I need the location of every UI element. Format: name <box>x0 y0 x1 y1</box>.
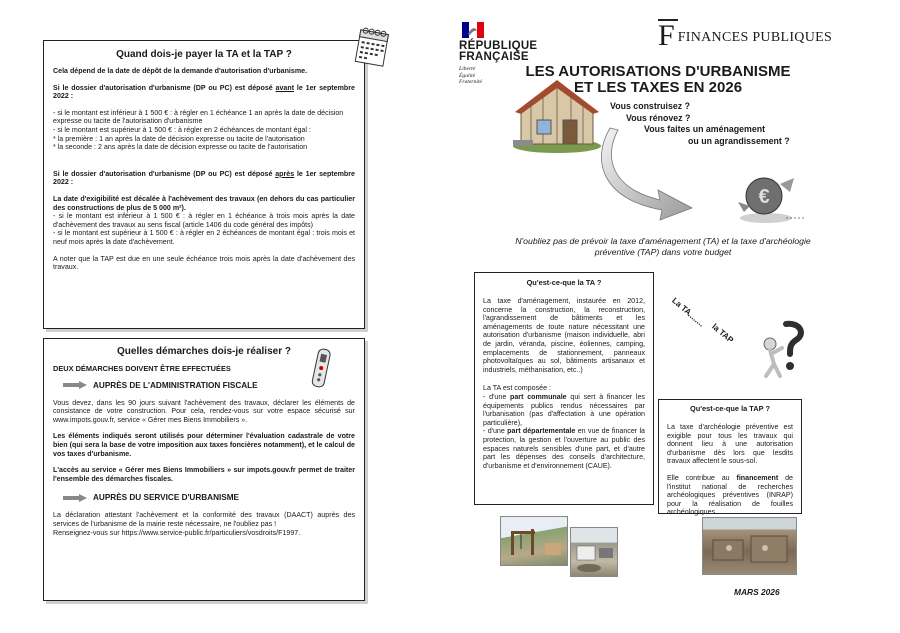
budget-reminder: N'oubliez pas de prévoir la taxe d'aménagement (TA) et la taxe d'archéologie préventive (TAP) dans votre budget <box>515 236 811 257</box>
question-extension: ou un agrandissement ? <box>688 135 790 146</box>
question-renovate: Vous rénovez ? <box>626 112 691 123</box>
procedures-subtitle: DEUX DÉMARCHES DOIVENT ÊTRE EFFECTUÉES <box>53 364 231 373</box>
house-construction-image <box>511 72 603 154</box>
question-construct: Vous construisez ? <box>610 101 691 111</box>
ta-definition: La taxe d'aménagement, instaurée en 2012, concerne la construction, la reconstruction, l'agrandissement de bâtiments et les aménagements de toute nature nécessitant une autorisation d'urbanisme (maison individuelle, abri de jardin, véranda, piscine, éoliennes, camping, emplacements de stationnement, panneaux photovoltaïques au sol, bâtiments artisanaux et industriels, méthanisation, etc..) <box>483 297 645 374</box>
fiscal-paragraph-1: Vous devez, dans les 90 jours suivant l'achèvement des travaux, déclarer les éléments de consistance de votre construction. Pour cela, rendez-vous sur votre espace sécurisé sur www.impots.gouv.fr, service « Gérer mes Biens Immobiliers ». <box>53 398 355 424</box>
fiscal-section-heading: AUPRÈS DE L'ADMINISTRATION FISCALE <box>63 381 355 390</box>
curved-arrow-graphic <box>596 126 726 222</box>
ta-box-title: Qu'est-ce-que la TA ? <box>526 278 602 287</box>
ta-part-communale: - d'une part communale qui sert à financer les équipements publics rendus nécessaires par l'urbanisation (pas d'affectation à une opération particulière), <box>483 392 645 427</box>
publication-date: MARS 2026 <box>734 587 780 597</box>
before-date-heading: Si le dossier d'autorisation d'urbanisme (DP ou PC) est déposé avant le 1er septembre 2022 : <box>53 83 355 101</box>
list-item: - si le montant est inférieur à 1 500 € : à régler en 1 échéance 1 an après la date de décision expresse ou tacite de l'autorisation d'urbanisme <box>53 108 344 126</box>
fiscal-paragraph-3: L'accès au service « Gérer mes Biens Immobiliers » sur impots.gouv.fr permet de traiter l'ensemble des démarches fiscales. <box>53 466 355 483</box>
list-item: - si le montant est supérieur à 1 500 € : à régler en 2 échéances de montant égal : trois mois et neuf mois après la date d'achèvement. <box>53 229 355 246</box>
list-item: - si le montant est supérieur à 1 500 € : à régler en 2 échéances de montant égal : <box>53 125 311 134</box>
euro-coin-image <box>736 172 806 224</box>
remote-control-icon <box>306 346 336 392</box>
tap-box-title: Qu'est-ce-que la TAP ? <box>690 404 770 413</box>
list-item: - si le montant est inférieur à 1 500 € : à régler en 1 échéance à trois mois après la date d'achèvement des travaux au sens fiscal (article 1406 du code général des impôts) <box>53 212 355 229</box>
list-item: * la première : 1 an après la date de décision expresse ou tacite de l'autorisation <box>53 134 305 143</box>
archaeology-dig-photo <box>702 517 797 575</box>
after-date-note: La date d'exigibilité est décalée à l'achèvement des travaux (en dehors du cas particulier des constructions de plus de 5 000 m²). <box>53 194 355 212</box>
ta-part-departementale: - d'une part départementale en vue de financer la protection, la gestion et l'ouverture au public des espaces naturels sensibles d'une part, et d'autre part les dépenses des conseils d'architecture, d'urbanisme et d'environnement (CAUE). <box>483 427 645 470</box>
finances-logo-text: FINANCES PUBLIQUES <box>677 30 833 45</box>
republique-motto: Liberté Égalité Fraternité <box>459 66 482 86</box>
finances-logo-initial: F <box>658 19 678 51</box>
question-development: Vous faites un aménagement <box>644 124 766 134</box>
republique-name: RÉPUBLIQUE FRANÇAISE <box>459 40 538 63</box>
tap-definition: La taxe d'archéologie préventive est exigible pour tous les travaux qui donnent lieu à une autorisation d'urbanisme dès lors que lesdits travaux affectent le sous-sol. <box>667 423 793 466</box>
urbanism-paragraph-2: Renseignez-vous sur https://www.service-public.fr/particuliers/vosdroits/F1997. <box>53 528 301 537</box>
ta-info-box <box>474 272 654 505</box>
arrow-right-icon <box>63 381 87 389</box>
after-date-list <box>53 212 355 246</box>
procedures-box-title: Quelles démarches dois-je réaliser ? <box>117 346 291 357</box>
fiscal-paragraph-2: Les éléments indiqués seront utilisés pour déterminer l'évaluation cadastrale de votre bien (qui sera la base de votre imposition aux taxes foncières notamment), et le calcul de vos taxes d'urbanisme. <box>53 432 355 458</box>
payment-box-title: Quand dois-je payer la TA et la TAP ? <box>116 49 292 60</box>
payment-info-box <box>43 40 365 329</box>
svg-text:€: € <box>758 186 770 208</box>
tap-financing: Elle contribue au financement de l'institut national de recherches archéologiques préventives (INRAP) pour la réalisation de fouilles archéologiques. <box>667 473 793 517</box>
construction-site-photo <box>570 527 618 577</box>
urbanism-section-heading: AUPRÈS DU SERVICE D'URBANISME <box>63 493 355 502</box>
playground-photo <box>500 516 568 566</box>
tap-note: A noter que la TAP est due en une seule échéance trois mois après la date d'achèvement des travaux. <box>53 254 355 272</box>
marianne-logo <box>462 22 484 38</box>
calendar-icon <box>352 24 392 70</box>
payment-intro: Cela dépend de la date de dépôt de la demande d'autorisation d'urbanisme. <box>53 67 308 75</box>
main-title: LES AUTORISATIONS D'URBANISME ET LES TAXES EN 2026 <box>525 63 791 96</box>
ta-tap-tag: La TA ........ la TAP <box>670 296 736 345</box>
list-item: * la seconde : 2 ans après la date de décision expresse ou tacite de l'autorisation <box>53 143 308 152</box>
arrow-right-icon <box>63 494 87 502</box>
urbanism-paragraph-1: La déclaration attestant l'achèvement et la conformité des travaux (DAACT) auprès des services de l'urbanisme de la mairie reste nécessaire, ne l'oubliez pas ! <box>53 511 355 528</box>
ta-composed-label: La TA est composée : <box>483 384 551 393</box>
finances-publiques-logo <box>658 20 832 50</box>
before-date-list <box>53 109 355 152</box>
after-date-heading: Si le dossier d'autorisation d'urbanisme (DP ou PC) est déposé après le 1er septembre 2022 : <box>53 169 355 187</box>
tap-info-box <box>658 399 802 517</box>
question-person-image <box>756 318 816 380</box>
